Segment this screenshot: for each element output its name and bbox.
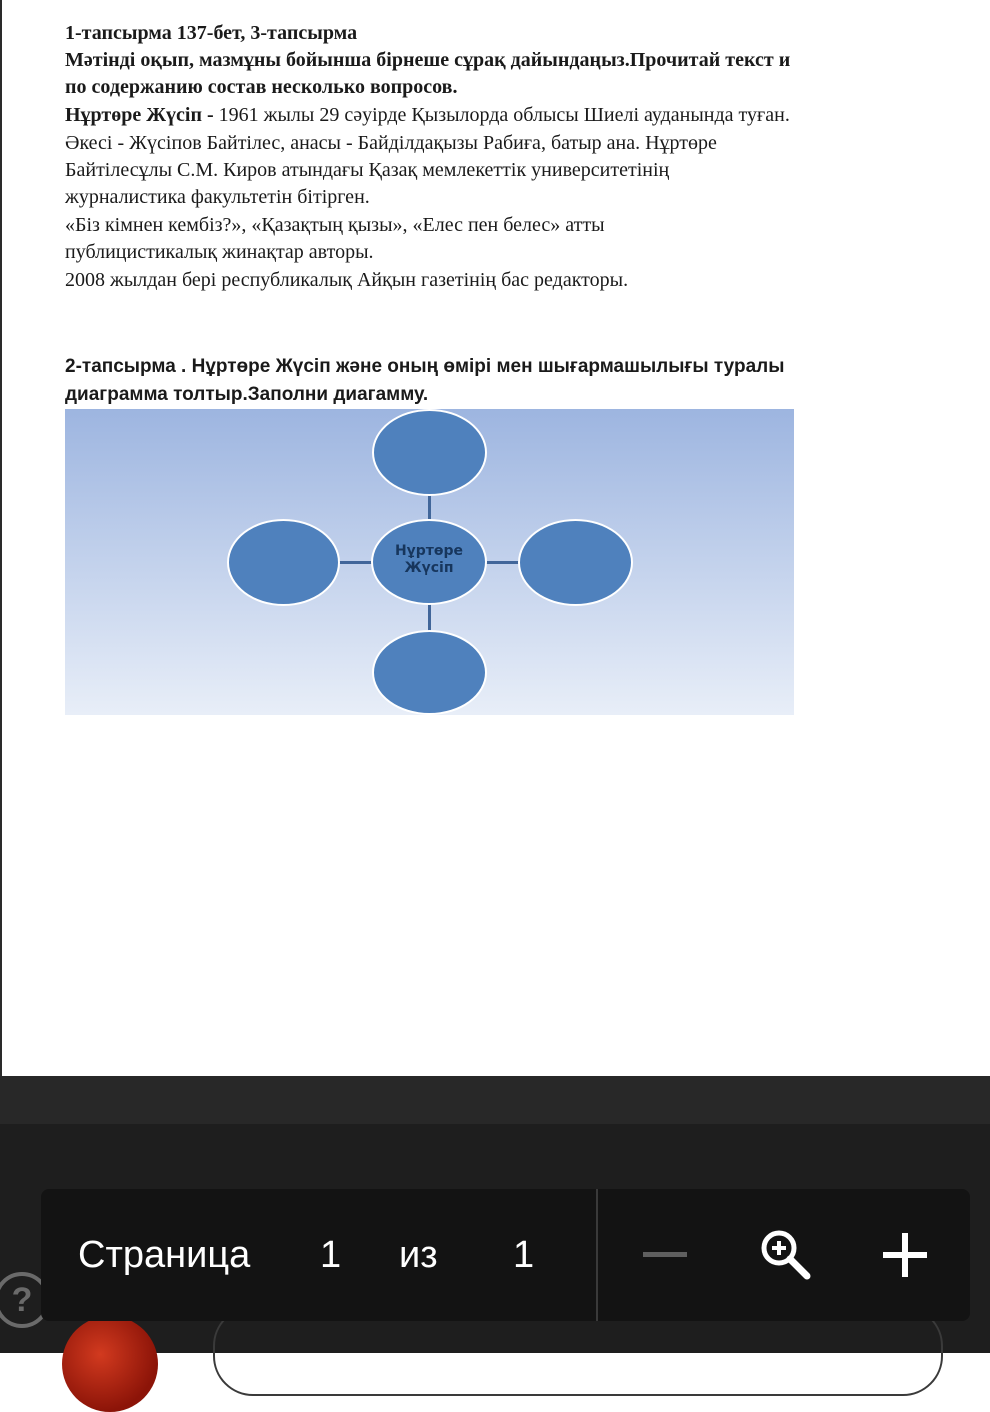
connector-bottom <box>428 603 431 631</box>
bio-name: Нұртөре Жүсіп - <box>65 104 219 126</box>
of-label: из <box>399 1234 438 1276</box>
minus-icon <box>641 1251 689 1259</box>
center-label-line1: Нұртөре <box>394 543 464 559</box>
plus-icon <box>881 1231 929 1279</box>
center-label-line2: Жүсіп <box>404 560 454 576</box>
connector-left <box>339 561 373 564</box>
connector-right <box>486 561 520 564</box>
task1-instruction-line2: по содержанию состав несколько вопросов. <box>65 76 458 98</box>
center-label <box>371 543 487 577</box>
oval-bottom <box>372 630 487 715</box>
page-navigation-bar <box>41 1189 970 1321</box>
bio-line7: 2008 жылдан бері республикалық Айқын газетінің бас редакторы. <box>65 269 629 291</box>
task1-instruction-line1: Мәтінді оқып, мазмұны бойынша бірнеше сұрақ дайындаңыз.Прочитай текст и <box>65 49 791 71</box>
oval-right <box>518 519 633 606</box>
bio-line2: Әкесі - Жүсіпов Байтілес, анасы - Байділдақызы Рабиға, батыр ана. Нұртөре <box>65 132 717 154</box>
total-pages: 1 <box>513 1234 535 1276</box>
bio-line6: публицистикалық жинақтар авторы. <box>65 241 374 263</box>
zoom-in-icon <box>756 1225 816 1285</box>
bio-line1 <box>65 102 790 128</box>
bio-line3: Байтілесұлы С.М. Киров атындағы Қазақ мемлекеттік университетінің <box>65 159 670 181</box>
bio-line4: журналистика факультетін бітірген. <box>65 186 370 208</box>
page-shadow-band <box>0 1076 990 1124</box>
zoom-out-button[interactable] <box>625 1189 705 1321</box>
oval-left <box>227 519 340 606</box>
task2-line1: 2-тапсырма . Нұртөре Жүсіп және оның өмірі мен шығармашылығы туралы <box>65 356 785 377</box>
help-icon[interactable]: ? <box>0 1272 50 1328</box>
current-page-number: 1 <box>320 1234 342 1276</box>
toolbar-divider <box>596 1189 598 1321</box>
mind-map-diagram <box>65 409 794 715</box>
bio-line1-text: 1961 жылы 29 сәуірде Қызылорда облысы Шиелі ауданында туған. <box>218 104 790 126</box>
oval-top <box>372 409 487 496</box>
task2-line2: диаграмма толтыр.Заполни диагамму. <box>65 384 429 405</box>
avatar <box>62 1316 158 1412</box>
zoom-button[interactable] <box>741 1189 831 1321</box>
task1-heading: 1-тапсырма 137-бет, 3-тапсырма <box>65 22 358 44</box>
bio-line5: «Біз кімнен кембіз?», «Қазақтың қызы», «Елес пен белес» атты <box>65 214 605 236</box>
page-label: Страница <box>78 1234 251 1276</box>
zoom-in-button[interactable] <box>867 1189 943 1321</box>
